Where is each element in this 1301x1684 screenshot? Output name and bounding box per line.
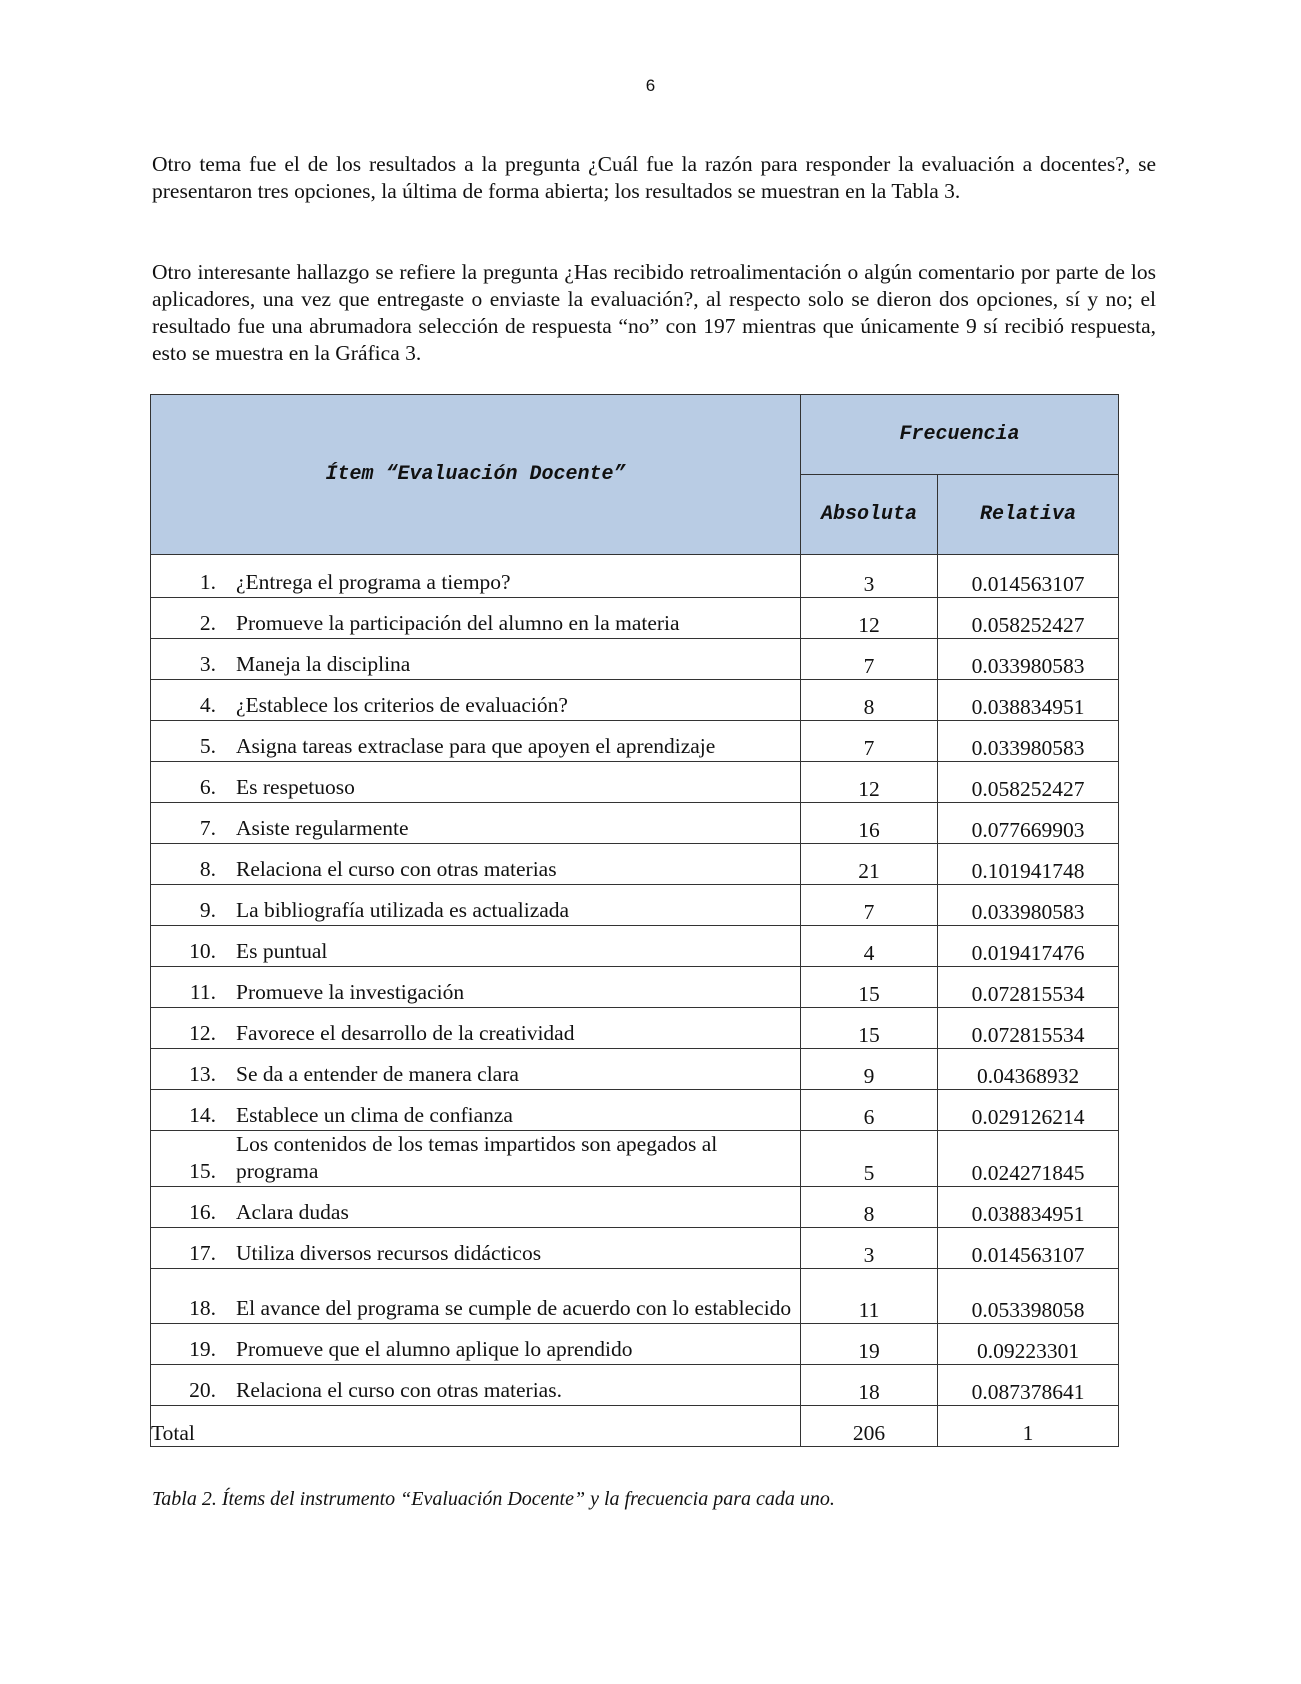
item-cell bbox=[151, 1228, 801, 1269]
item-text: Promueve que el alumno aplique lo aprendido bbox=[236, 1337, 633, 1361]
absolute-value: 18 bbox=[801, 1365, 938, 1406]
absolute-value: 12 bbox=[801, 762, 938, 803]
item-text: Promueve la investigación bbox=[236, 980, 465, 1004]
paragraph-1: Otro tema fue el de los resultados a la pregunta ¿Cuál fue la razón para responder la evaluación a docentes?, se presentaron tres opciones, la última de forma abierta; los resultados se muestran en la Tabla 3. bbox=[152, 152, 1156, 203]
absolute-value: 3 bbox=[801, 1228, 938, 1269]
item-text: Promueve la participación del alumno en la materia bbox=[236, 611, 680, 635]
table-row bbox=[151, 967, 1119, 1008]
item-cell bbox=[151, 1269, 801, 1324]
table-row bbox=[151, 1365, 1119, 1406]
relative-value: 0.019417476 bbox=[938, 926, 1119, 967]
total-row bbox=[151, 1406, 1119, 1447]
item-text: ¿Entrega el programa a tiempo? bbox=[236, 570, 511, 594]
table-row bbox=[151, 1008, 1119, 1049]
relative-value: 0.033980583 bbox=[938, 639, 1119, 680]
item-text: Relaciona el curso con otras materias bbox=[236, 857, 557, 881]
item-cell bbox=[151, 844, 801, 885]
item-cell bbox=[151, 885, 801, 926]
item-number: 16. bbox=[189, 1200, 216, 1224]
page-number: 6 bbox=[645, 76, 656, 95]
frequency-table bbox=[150, 394, 1119, 1447]
item-number: 20. bbox=[189, 1378, 216, 1402]
table-row bbox=[151, 639, 1119, 680]
relative-value: 0.058252427 bbox=[938, 762, 1119, 803]
absolute-value: 4 bbox=[801, 926, 938, 967]
absolute-value: 16 bbox=[801, 803, 938, 844]
paragraph-2: Otro interesante hallazgo se refiere la pregunta ¿Has recibido retroalimentación o algún comentario por parte de los aplicadores, una vez que entregaste o enviaste la evaluación?, al respecto solo se dieron dos opciones, sí y no; el resultado fue una abrumadora selección de respuesta “no” con 197 mientras que únicamente 9 sí recibió respuesta, esto se muestra en la Gráfica 3. bbox=[152, 260, 1156, 365]
header-item: Ítem “Evaluación Docente” bbox=[151, 395, 801, 555]
total-relative: 1 bbox=[938, 1406, 1119, 1447]
item-number: 5. bbox=[199, 734, 216, 758]
relative-value: 0.014563107 bbox=[938, 555, 1119, 598]
item-text: Es puntual bbox=[236, 939, 328, 963]
table-caption: Tabla 2. Ítems del instrumento “Evaluación Docente” y la frecuencia para cada uno. bbox=[152, 1488, 835, 1510]
relative-value: 0.058252427 bbox=[938, 598, 1119, 639]
header-relative: Relativa bbox=[938, 475, 1119, 555]
relative-value: 0.024271845 bbox=[938, 1131, 1119, 1187]
item-number: 3. bbox=[199, 652, 216, 676]
item-text: Relaciona el curso con otras materias. bbox=[236, 1378, 562, 1402]
relative-value: 0.014563107 bbox=[938, 1228, 1119, 1269]
item-cell bbox=[151, 1131, 801, 1187]
item-text: Favorece el desarrollo de la creatividad bbox=[236, 1021, 575, 1045]
table-body bbox=[151, 555, 1119, 1406]
table-row bbox=[151, 1049, 1119, 1090]
absolute-value: 19 bbox=[801, 1324, 938, 1365]
absolute-value: 12 bbox=[801, 598, 938, 639]
table-row bbox=[151, 1269, 1119, 1324]
item-text: Se da a entender de manera clara bbox=[236, 1062, 519, 1086]
item-number: 11. bbox=[189, 980, 216, 1004]
absolute-value: 11 bbox=[801, 1269, 938, 1324]
absolute-value: 7 bbox=[801, 885, 938, 926]
table-row bbox=[151, 1187, 1119, 1228]
table-row bbox=[151, 803, 1119, 844]
table-row bbox=[151, 1131, 1119, 1187]
relative-value: 0.072815534 bbox=[938, 1008, 1119, 1049]
table-row bbox=[151, 555, 1119, 598]
item-text: Utiliza diversos recursos didácticos bbox=[236, 1241, 542, 1265]
table-row bbox=[151, 598, 1119, 639]
absolute-value: 8 bbox=[801, 1187, 938, 1228]
item-number: 12. bbox=[189, 1021, 216, 1045]
absolute-value: 7 bbox=[801, 639, 938, 680]
absolute-value: 8 bbox=[801, 680, 938, 721]
item-text: ¿Establece los criterios de evaluación? bbox=[236, 693, 568, 717]
item-cell bbox=[151, 680, 801, 721]
item-cell bbox=[151, 1187, 801, 1228]
item-cell bbox=[151, 1365, 801, 1406]
item-number: 4. bbox=[199, 693, 216, 717]
item-cell bbox=[151, 721, 801, 762]
table-row bbox=[151, 762, 1119, 803]
item-number: 18. bbox=[189, 1296, 216, 1320]
absolute-value: 9 bbox=[801, 1049, 938, 1090]
table-row bbox=[151, 1324, 1119, 1365]
item-text: El avance del programa se cumple de acuerdo con lo establecido bbox=[236, 1296, 792, 1320]
item-text: Los contenidos de los temas impartidos son apegados al programa bbox=[236, 1132, 718, 1183]
table-row bbox=[151, 844, 1119, 885]
table-row bbox=[151, 680, 1119, 721]
item-cell bbox=[151, 639, 801, 680]
relative-value: 0.04368932 bbox=[938, 1049, 1119, 1090]
item-text: Establece un clima de confianza bbox=[236, 1103, 513, 1127]
item-number: 19. bbox=[189, 1337, 216, 1361]
item-cell bbox=[151, 926, 801, 967]
relative-value: 0.101941748 bbox=[938, 844, 1119, 885]
item-number: 13. bbox=[189, 1062, 216, 1086]
item-number: 17. bbox=[189, 1241, 216, 1265]
item-text: Asiste regularmente bbox=[236, 816, 409, 840]
absolute-value: 15 bbox=[801, 967, 938, 1008]
table-row bbox=[151, 885, 1119, 926]
item-number: 6. bbox=[199, 775, 216, 799]
item-cell bbox=[151, 598, 801, 639]
item-number: 10. bbox=[189, 939, 216, 963]
relative-value: 0.029126214 bbox=[938, 1090, 1119, 1131]
item-text: Aclara dudas bbox=[236, 1200, 349, 1224]
item-number: 1. bbox=[199, 570, 216, 594]
item-cell bbox=[151, 803, 801, 844]
table-row bbox=[151, 1090, 1119, 1131]
absolute-value: 21 bbox=[801, 844, 938, 885]
absolute-value: 6 bbox=[801, 1090, 938, 1131]
table-row bbox=[151, 926, 1119, 967]
item-text: Asigna tareas extraclase para que apoyen el aprendizaje bbox=[236, 734, 716, 758]
item-text: La bibliografía utilizada es actualizada bbox=[236, 898, 570, 922]
relative-value: 0.033980583 bbox=[938, 721, 1119, 762]
relative-value: 0.053398058 bbox=[938, 1269, 1119, 1324]
absolute-value: 7 bbox=[801, 721, 938, 762]
relative-value: 0.077669903 bbox=[938, 803, 1119, 844]
item-cell bbox=[151, 1324, 801, 1365]
item-number: 2. bbox=[199, 611, 216, 635]
relative-value: 0.087378641 bbox=[938, 1365, 1119, 1406]
table-row bbox=[151, 721, 1119, 762]
relative-value: 0.038834951 bbox=[938, 680, 1119, 721]
absolute-value: 5 bbox=[801, 1131, 938, 1187]
item-cell bbox=[151, 1008, 801, 1049]
relative-value: 0.038834951 bbox=[938, 1187, 1119, 1228]
header-absolute: Absoluta bbox=[801, 475, 938, 555]
item-cell bbox=[151, 967, 801, 1008]
item-cell bbox=[151, 1090, 801, 1131]
item-cell bbox=[151, 762, 801, 803]
item-number: 7. bbox=[199, 816, 216, 840]
relative-value: 0.072815534 bbox=[938, 967, 1119, 1008]
absolute-value: 3 bbox=[801, 555, 938, 598]
absolute-value: 15 bbox=[801, 1008, 938, 1049]
item-cell bbox=[151, 1049, 801, 1090]
item-text: Maneja la disciplina bbox=[236, 652, 411, 676]
total-absolute: 206 bbox=[801, 1406, 938, 1447]
item-cell bbox=[151, 555, 801, 598]
item-number: 9. bbox=[199, 898, 216, 922]
item-number: 8. bbox=[199, 857, 216, 881]
table-row bbox=[151, 1228, 1119, 1269]
relative-value: 0.09223301 bbox=[938, 1324, 1119, 1365]
header-frequency: Frecuencia bbox=[801, 395, 1119, 475]
item-number: 15. bbox=[189, 1159, 216, 1183]
item-number: 14. bbox=[189, 1103, 216, 1127]
total-label: Total bbox=[151, 1406, 801, 1447]
relative-value: 0.033980583 bbox=[938, 885, 1119, 926]
item-text: Es respetuoso bbox=[236, 775, 355, 799]
